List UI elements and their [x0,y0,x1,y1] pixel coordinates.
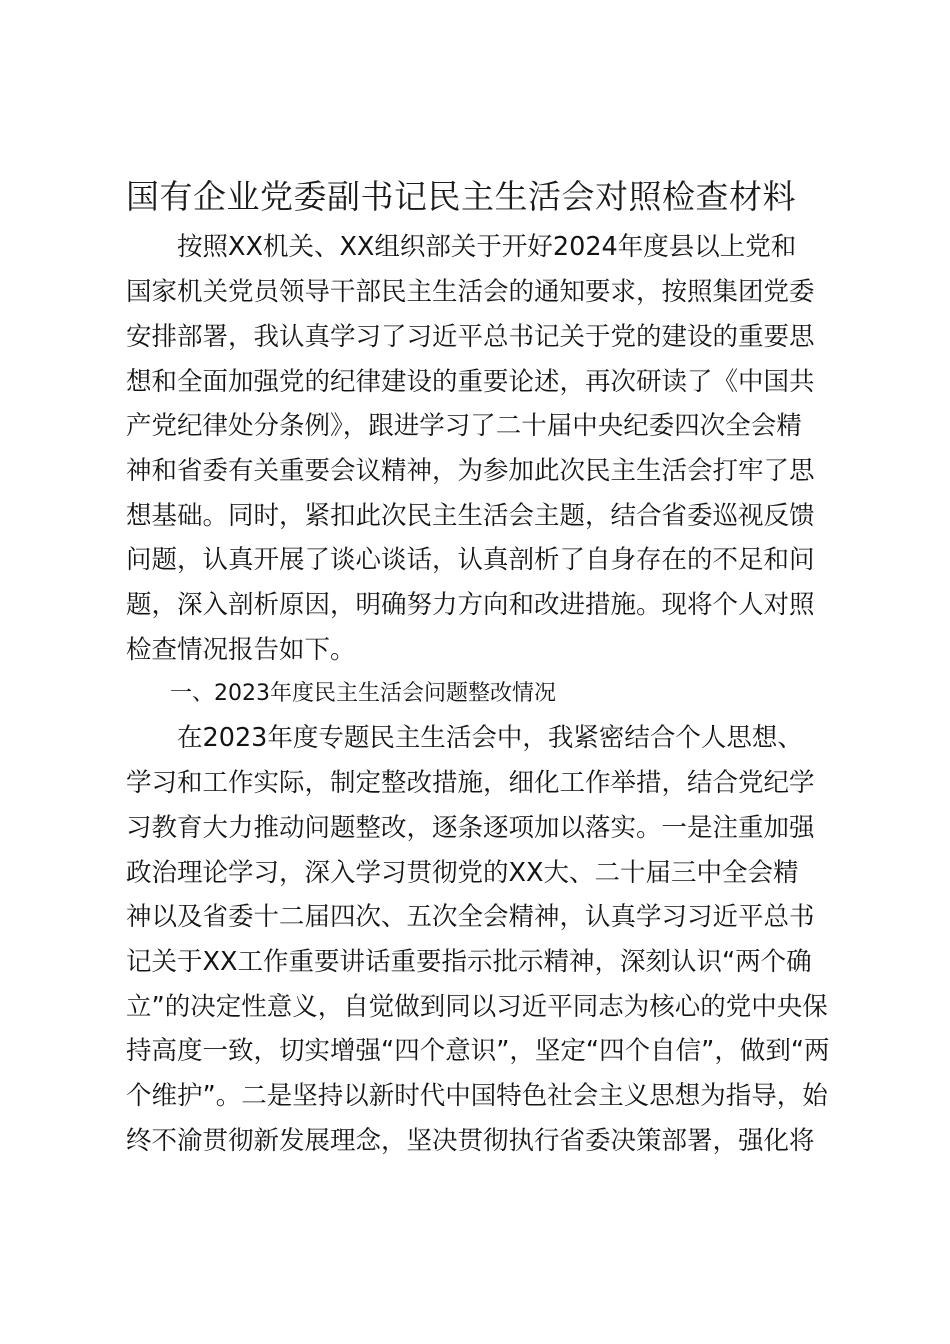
body-line: 政治理论学习，深入学习贯彻党的XX大、二十届三中全会精 [126,858,799,888]
body-line: 立”的决定性意义，自觉做到同以习近平同志为核心的党中央保 [126,992,828,1022]
section-heading: 一、2023年度民主生活会问题整改情况 [126,681,556,706]
body-line: 按照XX机关、XX组织部关于开好2024年度县以上党和 [126,232,797,262]
body-line: 个维护”。二是坚持以新时代中国特色社会主义思想为指导，始 [126,1081,828,1111]
body-line: 神以及省委十二届四次、五次全会精神，认真学习习近平总书 [126,902,815,932]
body-line: 想基础。同时，紧扣此次民主生活会主题，结合省委巡视反馈 [126,501,815,531]
body-line: 终不渝贯彻新发展理念，坚决贯彻执行省委决策部署，强化将 [126,1126,815,1156]
body-line: 记关于XX工作重要讲话重要指示批示精神，深刻认识“两个确 [126,947,812,977]
body-line: 学习和工作实际，制定整改措施，细化工作举措，结合党纪学 [126,768,815,798]
body-line: 安排部署，我认真学习了习近平总书记关于党的建设的重要思 [126,322,815,352]
body-line: 持高度一致，切实增强“四个意识”，坚定“四个自信”，做到“两 [126,1036,830,1066]
body-line: 检查情况报告如下。 [126,635,356,665]
body-line: 想和全面加强党的纪律建设的重要论述，再次研读了《中国共 [126,367,815,397]
body-line: 题，深入剖析原因，明确努力方向和改进措施。现将个人对照 [126,590,815,620]
document-title: 国有企业党委副书记民主生活会对照检查材料 [126,177,796,216]
body-line: 习教育大力推动问题整改，逐条逐项加以落实。一是注重加强 [126,813,815,843]
body-line: 问题，认真开展了谈心谈话，认真剖析了自身存在的不足和问 [126,545,815,575]
body-line: 在2023年度专题民主生活会中，我紧密结合个人思想、 [126,723,803,753]
body-line: 神和省委有关重要会议精神，为参加此次民主生活会打牢了思 [126,456,815,486]
body-line: 国家机关党员领导干部民主生活会的通知要求，按照集团党委 [126,277,815,307]
body-line: 产党纪律处分条例》，跟进学习了二十届中央纪委四次全会精 [126,411,802,441]
